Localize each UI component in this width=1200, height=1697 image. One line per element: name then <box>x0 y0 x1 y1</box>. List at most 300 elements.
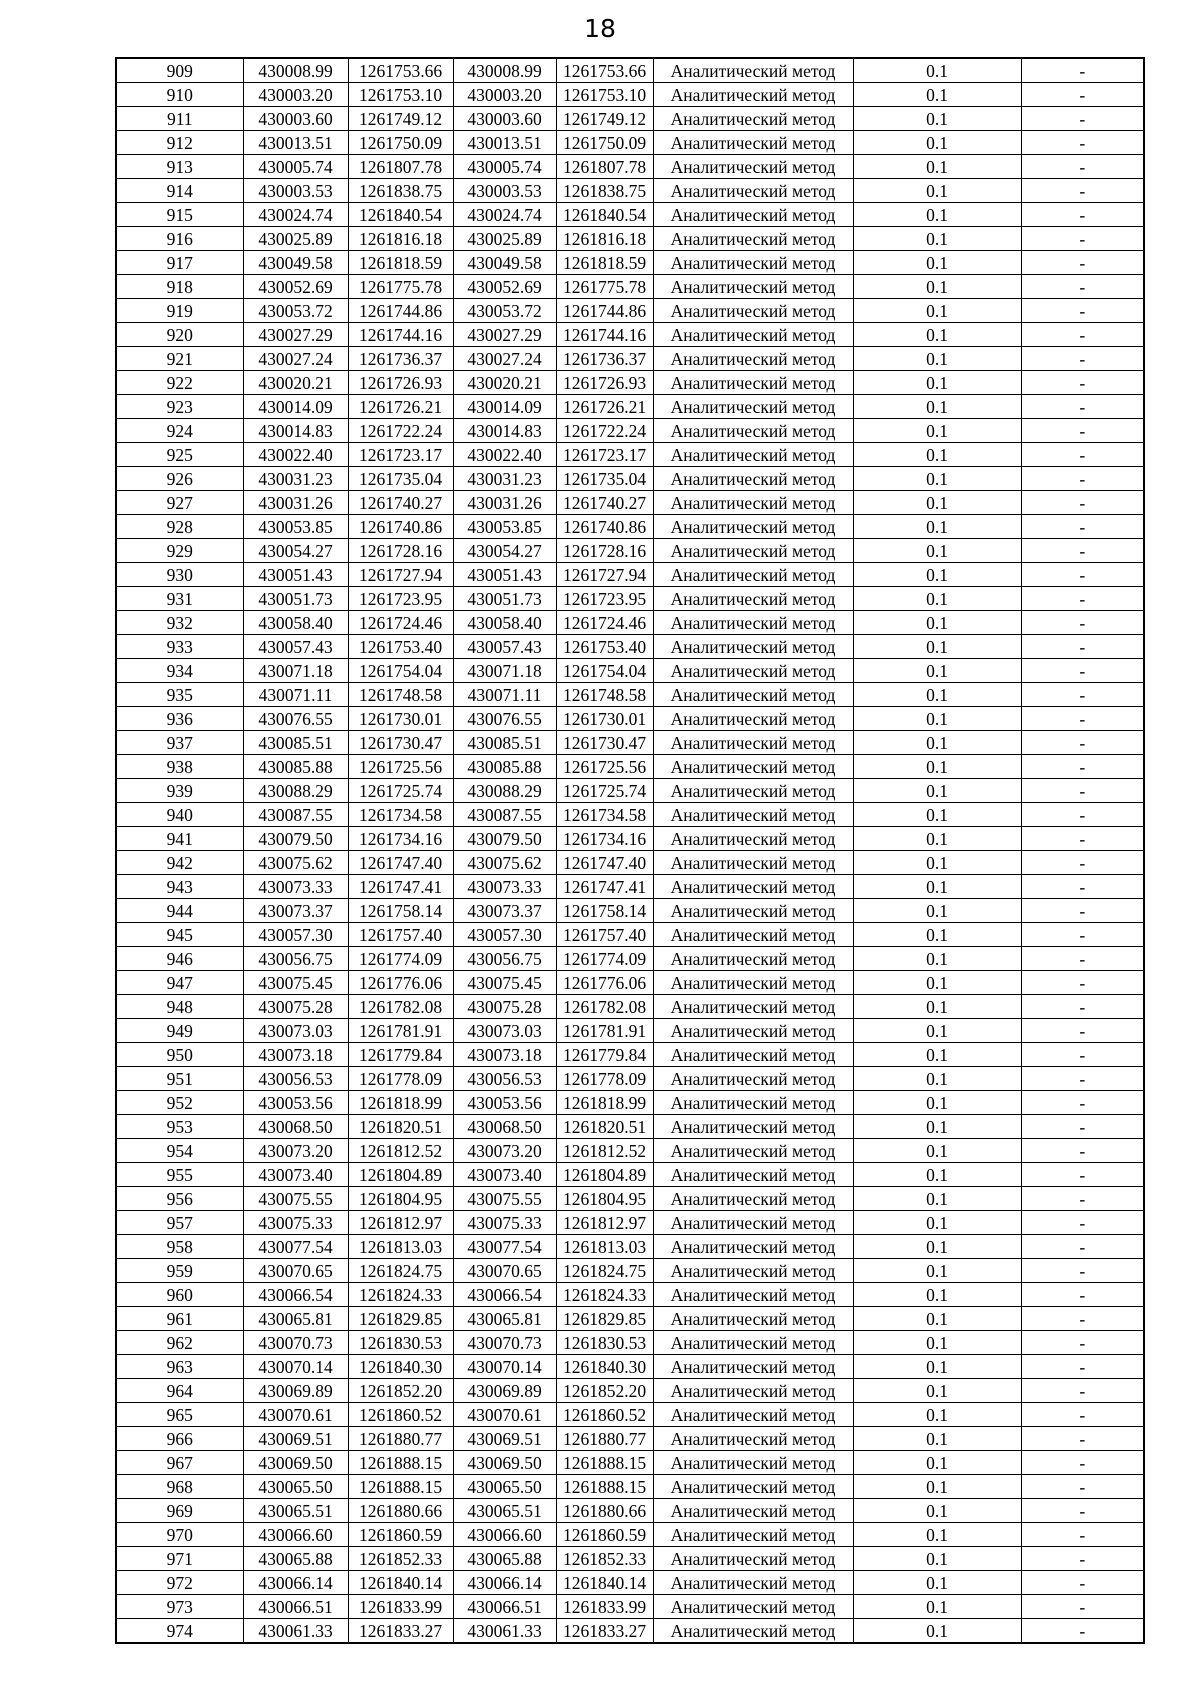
method-cell: Аналитический метод <box>653 275 853 299</box>
note-cell: - <box>1021 299 1144 323</box>
note-cell: - <box>1021 827 1144 851</box>
note-cell: - <box>1021 1619 1144 1644</box>
table-row <box>116 419 1144 443</box>
point-number-cell: 941 <box>116 827 243 851</box>
precision-cell: 0.1 <box>853 1451 1021 1475</box>
method-cell: Аналитический метод <box>653 107 853 131</box>
method-cell: Аналитический метод <box>653 419 853 443</box>
x-refined-cell: 430052.69 <box>453 275 556 299</box>
point-number-cell: 930 <box>116 563 243 587</box>
precision-cell: 0.1 <box>853 827 1021 851</box>
note-cell: - <box>1021 971 1144 995</box>
x-refined-cell: 430031.26 <box>453 491 556 515</box>
table-row <box>116 515 1144 539</box>
y-refined-cell: 1261888.15 <box>556 1451 653 1475</box>
y-refined-cell: 1261747.40 <box>556 851 653 875</box>
point-number-cell: 937 <box>116 731 243 755</box>
table-row <box>116 539 1144 563</box>
point-number-cell: 949 <box>116 1019 243 1043</box>
x-refined-cell: 430069.89 <box>453 1379 556 1403</box>
x-refined-cell: 430058.40 <box>453 611 556 635</box>
page-number: 18 <box>584 14 616 43</box>
method-cell: Аналитический метод <box>653 659 853 683</box>
x-existing-cell: 430051.43 <box>243 563 348 587</box>
precision-cell: 0.1 <box>853 1427 1021 1451</box>
note-cell: - <box>1021 947 1144 971</box>
method-cell: Аналитический метод <box>653 923 853 947</box>
point-number-cell: 966 <box>116 1427 243 1451</box>
y-refined-cell: 1261833.99 <box>556 1595 653 1619</box>
y-refined-cell: 1261723.95 <box>556 587 653 611</box>
note-cell: - <box>1021 803 1144 827</box>
y-existing-cell: 1261818.99 <box>348 1091 453 1115</box>
y-refined-cell: 1261779.84 <box>556 1043 653 1067</box>
method-cell: Аналитический метод <box>653 1475 853 1499</box>
y-refined-cell: 1261776.06 <box>556 971 653 995</box>
y-existing-cell: 1261744.16 <box>348 323 453 347</box>
table-row <box>116 635 1144 659</box>
y-refined-cell: 1261829.85 <box>556 1307 653 1331</box>
y-refined-cell: 1261726.93 <box>556 371 653 395</box>
x-existing-cell: 430069.89 <box>243 1379 348 1403</box>
x-existing-cell: 430031.23 <box>243 467 348 491</box>
table-row <box>116 347 1144 371</box>
table-row <box>116 1043 1144 1067</box>
precision-cell: 0.1 <box>853 371 1021 395</box>
y-existing-cell: 1261726.93 <box>348 371 453 395</box>
precision-cell: 0.1 <box>853 515 1021 539</box>
table-row <box>116 1331 1144 1355</box>
table-row <box>116 971 1144 995</box>
method-cell: Аналитический метод <box>653 1283 853 1307</box>
method-cell: Аналитический метод <box>653 299 853 323</box>
y-existing-cell: 1261725.74 <box>348 779 453 803</box>
x-existing-cell: 430070.73 <box>243 1331 348 1355</box>
y-existing-cell: 1261860.52 <box>348 1403 453 1427</box>
method-cell: Аналитический метод <box>653 1187 853 1211</box>
note-cell: - <box>1021 659 1144 683</box>
point-number-cell: 970 <box>116 1523 243 1547</box>
note-cell: - <box>1021 58 1144 83</box>
point-number-cell: 943 <box>116 875 243 899</box>
note-cell: - <box>1021 1235 1144 1259</box>
point-number-cell: 925 <box>116 443 243 467</box>
x-existing-cell: 430075.28 <box>243 995 348 1019</box>
table-row <box>116 107 1144 131</box>
y-existing-cell: 1261723.95 <box>348 587 453 611</box>
point-number-cell: 940 <box>116 803 243 827</box>
x-existing-cell: 430076.55 <box>243 707 348 731</box>
table-row <box>116 851 1144 875</box>
note-cell: - <box>1021 1571 1144 1595</box>
table-row <box>116 1451 1144 1475</box>
x-existing-cell: 430054.27 <box>243 539 348 563</box>
note-cell: - <box>1021 539 1144 563</box>
note-cell: - <box>1021 1307 1144 1331</box>
x-existing-cell: 430065.88 <box>243 1547 348 1571</box>
x-existing-cell: 430071.11 <box>243 683 348 707</box>
y-existing-cell: 1261727.94 <box>348 563 453 587</box>
table-row <box>116 683 1144 707</box>
point-number-cell: 926 <box>116 467 243 491</box>
point-number-cell: 951 <box>116 1067 243 1091</box>
method-cell: Аналитический метод <box>653 1499 853 1523</box>
x-existing-cell: 430053.85 <box>243 515 348 539</box>
method-cell: Аналитический метод <box>653 515 853 539</box>
y-refined-cell: 1261740.27 <box>556 491 653 515</box>
y-refined-cell: 1261775.78 <box>556 275 653 299</box>
x-existing-cell: 430087.55 <box>243 803 348 827</box>
x-existing-cell: 430061.33 <box>243 1619 348 1644</box>
y-existing-cell: 1261722.24 <box>348 419 453 443</box>
x-refined-cell: 430073.03 <box>453 1019 556 1043</box>
precision-cell: 0.1 <box>853 635 1021 659</box>
method-cell: Аналитический метод <box>653 1571 853 1595</box>
y-existing-cell: 1261750.09 <box>348 131 453 155</box>
note-cell: - <box>1021 443 1144 467</box>
y-refined-cell: 1261723.17 <box>556 443 653 467</box>
y-refined-cell: 1261727.94 <box>556 563 653 587</box>
x-existing-cell: 430073.20 <box>243 1139 348 1163</box>
method-cell: Аналитический метод <box>653 443 853 467</box>
method-cell: Аналитический метод <box>653 347 853 371</box>
y-existing-cell: 1261813.03 <box>348 1235 453 1259</box>
note-cell: - <box>1021 203 1144 227</box>
x-existing-cell: 430065.81 <box>243 1307 348 1331</box>
point-number-cell: 967 <box>116 1451 243 1475</box>
point-number-cell: 931 <box>116 587 243 611</box>
y-existing-cell: 1261724.46 <box>348 611 453 635</box>
x-refined-cell: 430070.65 <box>453 1259 556 1283</box>
y-refined-cell: 1261730.47 <box>556 731 653 755</box>
x-refined-cell: 430065.50 <box>453 1475 556 1499</box>
point-number-cell: 933 <box>116 635 243 659</box>
precision-cell: 0.1 <box>853 419 1021 443</box>
note-cell: - <box>1021 227 1144 251</box>
precision-cell: 0.1 <box>853 659 1021 683</box>
table-row <box>116 1355 1144 1379</box>
table-row <box>116 1571 1144 1595</box>
method-cell: Аналитический метод <box>653 491 853 515</box>
table-row <box>116 899 1144 923</box>
precision-cell: 0.1 <box>853 539 1021 563</box>
x-refined-cell: 430068.50 <box>453 1115 556 1139</box>
note-cell: - <box>1021 467 1144 491</box>
method-cell: Аналитический метод <box>653 539 853 563</box>
x-existing-cell: 430052.69 <box>243 275 348 299</box>
y-refined-cell: 1261818.99 <box>556 1091 653 1115</box>
y-existing-cell: 1261820.51 <box>348 1115 453 1139</box>
method-cell: Аналитический метод <box>653 203 853 227</box>
note-cell: - <box>1021 515 1144 539</box>
x-refined-cell: 430073.37 <box>453 899 556 923</box>
table-row <box>116 1139 1144 1163</box>
x-refined-cell: 430027.29 <box>453 323 556 347</box>
precision-cell: 0.1 <box>853 1187 1021 1211</box>
y-existing-cell: 1261757.40 <box>348 923 453 947</box>
y-existing-cell: 1261778.09 <box>348 1067 453 1091</box>
table-body <box>116 58 1144 1643</box>
x-refined-cell: 430076.55 <box>453 707 556 731</box>
y-existing-cell: 1261754.04 <box>348 659 453 683</box>
x-existing-cell: 430003.20 <box>243 83 348 107</box>
point-number-cell: 910 <box>116 83 243 107</box>
point-number-cell: 921 <box>116 347 243 371</box>
method-cell: Аналитический метод <box>653 995 853 1019</box>
y-refined-cell: 1261747.41 <box>556 875 653 899</box>
x-existing-cell: 430053.56 <box>243 1091 348 1115</box>
point-number-cell: 913 <box>116 155 243 179</box>
y-refined-cell: 1261804.89 <box>556 1163 653 1187</box>
y-refined-cell: 1261744.16 <box>556 323 653 347</box>
note-cell: - <box>1021 323 1144 347</box>
y-existing-cell: 1261776.06 <box>348 971 453 995</box>
method-cell: Аналитический метод <box>653 635 853 659</box>
point-number-cell: 918 <box>116 275 243 299</box>
y-refined-cell: 1261757.40 <box>556 923 653 947</box>
method-cell: Аналитический метод <box>653 1547 853 1571</box>
x-refined-cell: 430056.53 <box>453 1067 556 1091</box>
x-existing-cell: 430066.14 <box>243 1571 348 1595</box>
y-refined-cell: 1261754.04 <box>556 659 653 683</box>
table-row <box>116 1091 1144 1115</box>
note-cell: - <box>1021 755 1144 779</box>
point-number-cell: 963 <box>116 1355 243 1379</box>
point-number-cell: 929 <box>116 539 243 563</box>
precision-cell: 0.1 <box>853 1091 1021 1115</box>
method-cell: Аналитический метод <box>653 707 853 731</box>
point-number-cell: 968 <box>116 1475 243 1499</box>
x-refined-cell: 430075.62 <box>453 851 556 875</box>
note-cell: - <box>1021 155 1144 179</box>
y-refined-cell: 1261852.33 <box>556 1547 653 1571</box>
x-refined-cell: 430014.83 <box>453 419 556 443</box>
precision-cell: 0.1 <box>853 1595 1021 1619</box>
x-existing-cell: 430073.18 <box>243 1043 348 1067</box>
table-row <box>116 1595 1144 1619</box>
point-number-cell: 972 <box>116 1571 243 1595</box>
method-cell: Аналитический метод <box>653 947 853 971</box>
y-refined-cell: 1261860.59 <box>556 1523 653 1547</box>
note-cell: - <box>1021 275 1144 299</box>
x-existing-cell: 430027.29 <box>243 323 348 347</box>
precision-cell: 0.1 <box>853 131 1021 155</box>
x-refined-cell: 430014.09 <box>453 395 556 419</box>
x-existing-cell: 430049.58 <box>243 251 348 275</box>
y-refined-cell: 1261840.30 <box>556 1355 653 1379</box>
precision-cell: 0.1 <box>853 299 1021 323</box>
table-row <box>116 1499 1144 1523</box>
y-existing-cell: 1261723.17 <box>348 443 453 467</box>
precision-cell: 0.1 <box>853 1523 1021 1547</box>
x-refined-cell: 430065.88 <box>453 1547 556 1571</box>
table-row <box>116 323 1144 347</box>
note-cell: - <box>1021 995 1144 1019</box>
x-existing-cell: 430085.88 <box>243 755 348 779</box>
x-refined-cell: 430027.24 <box>453 347 556 371</box>
precision-cell: 0.1 <box>853 1259 1021 1283</box>
x-existing-cell: 430003.60 <box>243 107 348 131</box>
method-cell: Аналитический метод <box>653 467 853 491</box>
table-row <box>116 1379 1144 1403</box>
x-refined-cell: 430085.88 <box>453 755 556 779</box>
table-row <box>116 827 1144 851</box>
y-existing-cell: 1261812.97 <box>348 1211 453 1235</box>
point-number-cell: 960 <box>116 1283 243 1307</box>
precision-cell: 0.1 <box>853 1139 1021 1163</box>
y-existing-cell: 1261880.77 <box>348 1427 453 1451</box>
method-cell: Аналитический метод <box>653 1427 853 1451</box>
precision-cell: 0.1 <box>853 1331 1021 1355</box>
note-cell: - <box>1021 1283 1144 1307</box>
precision-cell: 0.1 <box>853 731 1021 755</box>
note-cell: - <box>1021 611 1144 635</box>
precision-cell: 0.1 <box>853 1307 1021 1331</box>
method-cell: Аналитический метод <box>653 227 853 251</box>
method-cell: Аналитический метод <box>653 1259 853 1283</box>
table-row <box>116 1523 1144 1547</box>
x-refined-cell: 430051.43 <box>453 563 556 587</box>
table-row <box>116 1283 1144 1307</box>
method-cell: Аналитический метод <box>653 1403 853 1427</box>
point-number-cell: 965 <box>116 1403 243 1427</box>
y-refined-cell: 1261880.77 <box>556 1427 653 1451</box>
x-existing-cell: 430058.40 <box>243 611 348 635</box>
x-existing-cell: 430069.50 <box>243 1451 348 1475</box>
point-number-cell: 909 <box>116 58 243 83</box>
note-cell: - <box>1021 1451 1144 1475</box>
y-existing-cell: 1261840.30 <box>348 1355 453 1379</box>
y-refined-cell: 1261753.10 <box>556 83 653 107</box>
y-existing-cell: 1261734.16 <box>348 827 453 851</box>
precision-cell: 0.1 <box>853 1115 1021 1139</box>
x-existing-cell: 430014.83 <box>243 419 348 443</box>
point-number-cell: 939 <box>116 779 243 803</box>
precision-cell: 0.1 <box>853 1499 1021 1523</box>
precision-cell: 0.1 <box>853 179 1021 203</box>
precision-cell: 0.1 <box>853 251 1021 275</box>
x-existing-cell: 430073.03 <box>243 1019 348 1043</box>
x-refined-cell: 430071.18 <box>453 659 556 683</box>
y-refined-cell: 1261824.75 <box>556 1259 653 1283</box>
precision-cell: 0.1 <box>853 83 1021 107</box>
note-cell: - <box>1021 83 1144 107</box>
x-existing-cell: 430075.45 <box>243 971 348 995</box>
y-existing-cell: 1261824.75 <box>348 1259 453 1283</box>
table-row <box>116 611 1144 635</box>
x-refined-cell: 430085.51 <box>453 731 556 755</box>
precision-cell: 0.1 <box>853 947 1021 971</box>
point-number-cell: 964 <box>116 1379 243 1403</box>
x-refined-cell: 430066.14 <box>453 1571 556 1595</box>
x-refined-cell: 430065.51 <box>453 1499 556 1523</box>
x-refined-cell: 430073.40 <box>453 1163 556 1187</box>
point-number-cell: 912 <box>116 131 243 155</box>
y-existing-cell: 1261830.53 <box>348 1331 453 1355</box>
table-row <box>116 1619 1144 1644</box>
point-number-cell: 938 <box>116 755 243 779</box>
x-refined-cell: 430053.56 <box>453 1091 556 1115</box>
y-refined-cell: 1261726.21 <box>556 395 653 419</box>
precision-cell: 0.1 <box>853 611 1021 635</box>
precision-cell: 0.1 <box>853 851 1021 875</box>
x-refined-cell: 430049.58 <box>453 251 556 275</box>
y-refined-cell: 1261744.86 <box>556 299 653 323</box>
method-cell: Аналитический метод <box>653 899 853 923</box>
table-row <box>116 731 1144 755</box>
y-existing-cell: 1261838.75 <box>348 179 453 203</box>
x-refined-cell: 430087.55 <box>453 803 556 827</box>
x-existing-cell: 430071.18 <box>243 659 348 683</box>
y-refined-cell: 1261838.75 <box>556 179 653 203</box>
x-existing-cell: 430066.60 <box>243 1523 348 1547</box>
y-existing-cell: 1261782.08 <box>348 995 453 1019</box>
y-refined-cell: 1261758.14 <box>556 899 653 923</box>
y-existing-cell: 1261852.20 <box>348 1379 453 1403</box>
precision-cell: 0.1 <box>853 1211 1021 1235</box>
point-number-cell: 957 <box>116 1211 243 1235</box>
point-number-cell: 917 <box>116 251 243 275</box>
x-existing-cell: 430027.24 <box>243 347 348 371</box>
x-refined-cell: 430070.61 <box>453 1403 556 1427</box>
point-number-cell: 922 <box>116 371 243 395</box>
x-existing-cell: 430022.40 <box>243 443 348 467</box>
y-refined-cell: 1261734.58 <box>556 803 653 827</box>
y-existing-cell: 1261735.04 <box>348 467 453 491</box>
method-cell: Аналитический метод <box>653 251 853 275</box>
y-refined-cell: 1261748.58 <box>556 683 653 707</box>
note-cell: - <box>1021 1043 1144 1067</box>
note-cell: - <box>1021 1403 1144 1427</box>
table-row <box>116 1067 1144 1091</box>
x-existing-cell: 430075.62 <box>243 851 348 875</box>
method-cell: Аналитический метод <box>653 1355 853 1379</box>
method-cell: Аналитический метод <box>653 731 853 755</box>
note-cell: - <box>1021 107 1144 131</box>
method-cell: Аналитический метод <box>653 1235 853 1259</box>
y-existing-cell: 1261818.59 <box>348 251 453 275</box>
y-existing-cell: 1261748.58 <box>348 683 453 707</box>
point-number-cell: 959 <box>116 1259 243 1283</box>
precision-cell: 0.1 <box>853 1547 1021 1571</box>
note-cell: - <box>1021 491 1144 515</box>
point-number-cell: 953 <box>116 1115 243 1139</box>
note-cell: - <box>1021 1355 1144 1379</box>
note-cell: - <box>1021 1163 1144 1187</box>
precision-cell: 0.1 <box>853 899 1021 923</box>
x-refined-cell: 430075.28 <box>453 995 556 1019</box>
method-cell: Аналитический метод <box>653 1307 853 1331</box>
x-refined-cell: 430005.74 <box>453 155 556 179</box>
y-refined-cell: 1261750.09 <box>556 131 653 155</box>
point-number-cell: 954 <box>116 1139 243 1163</box>
x-existing-cell: 430070.61 <box>243 1403 348 1427</box>
y-existing-cell: 1261758.14 <box>348 899 453 923</box>
table-row <box>116 203 1144 227</box>
method-cell: Аналитический метод <box>653 371 853 395</box>
point-number-cell: 947 <box>116 971 243 995</box>
x-existing-cell: 430057.30 <box>243 923 348 947</box>
precision-cell: 0.1 <box>853 1403 1021 1427</box>
y-refined-cell: 1261749.12 <box>556 107 653 131</box>
precision-cell: 0.1 <box>853 875 1021 899</box>
x-existing-cell: 430070.65 <box>243 1259 348 1283</box>
y-existing-cell: 1261753.66 <box>348 58 453 83</box>
precision-cell: 0.1 <box>853 1019 1021 1043</box>
x-refined-cell: 430008.99 <box>453 58 556 83</box>
y-refined-cell: 1261740.86 <box>556 515 653 539</box>
note-cell: - <box>1021 347 1144 371</box>
